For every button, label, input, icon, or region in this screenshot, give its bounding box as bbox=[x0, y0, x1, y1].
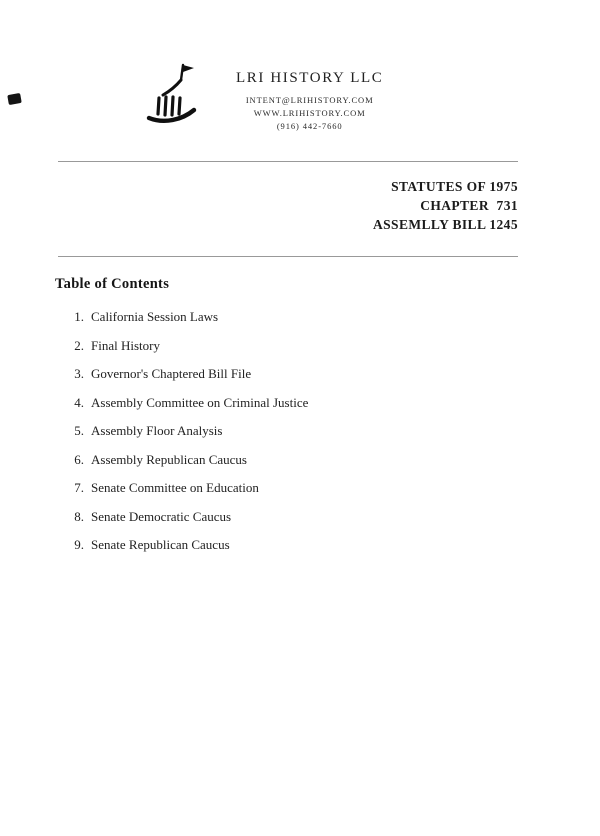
company-name: LRI HISTORY LLC bbox=[236, 70, 384, 86]
toc-item bbox=[68, 452, 600, 468]
toc-item-label: Senate Republican Caucus bbox=[91, 537, 230, 552]
toc-item bbox=[68, 509, 600, 525]
letterhead bbox=[142, 60, 600, 134]
toc-item-number: 5. bbox=[74, 423, 84, 438]
toc-item bbox=[68, 423, 600, 439]
toc-item-label: Assembly Committee on Criminal Justice bbox=[91, 394, 309, 410]
toc-item-label: Senate Democratic Caucus bbox=[91, 508, 232, 524]
divider-top bbox=[58, 161, 518, 162]
toc-item bbox=[68, 309, 600, 325]
toc-item-number: 9. bbox=[74, 537, 84, 552]
company-email: INTENT@LRIHISTORY.COM bbox=[245, 95, 374, 105]
statutes-year: STATUTES OF 1975 bbox=[391, 179, 518, 194]
toc-item bbox=[68, 395, 600, 411]
letterhead-text bbox=[236, 60, 383, 134]
toc-item-label: California Session Laws bbox=[91, 309, 219, 324]
company-logo-icon bbox=[142, 60, 216, 134]
toc-item bbox=[68, 338, 600, 354]
toc-item bbox=[68, 366, 600, 382]
toc-item-number: 8. bbox=[74, 508, 84, 524]
toc-item-label: Senate Committee on Education bbox=[91, 480, 259, 495]
statute-block bbox=[0, 177, 600, 234]
toc-item-label: Final History bbox=[91, 337, 160, 353]
toc-item-number: 4. bbox=[74, 394, 84, 410]
toc-item-number: 2. bbox=[74, 337, 84, 353]
toc-item bbox=[68, 480, 600, 496]
toc-item-number: 3. bbox=[74, 366, 84, 381]
divider-middle bbox=[58, 256, 518, 257]
toc-item-label: Assembly Republican Caucus bbox=[91, 451, 247, 467]
toc-item-number: 1. bbox=[74, 309, 84, 324]
toc-title: Table of Contents bbox=[55, 276, 170, 292]
toc-item-label: Governor's Chaptered Bill File bbox=[91, 366, 252, 381]
toc-list bbox=[68, 309, 600, 553]
toc-item-label: Assembly Floor Analysis bbox=[91, 423, 223, 438]
company-website: WWW.LRIHISTORY.COM bbox=[253, 108, 366, 119]
chapter-number: CHAPTER 731 bbox=[420, 198, 518, 213]
scan-artifact bbox=[7, 93, 22, 105]
toc-item-number: 7. bbox=[74, 480, 84, 495]
toc-item bbox=[68, 537, 600, 553]
toc-item-number: 6. bbox=[74, 451, 84, 467]
assembly-bill-number: ASSEMLLY BILL 1245 bbox=[372, 217, 518, 232]
company-phone: (916) 442-7660 bbox=[276, 121, 343, 132]
